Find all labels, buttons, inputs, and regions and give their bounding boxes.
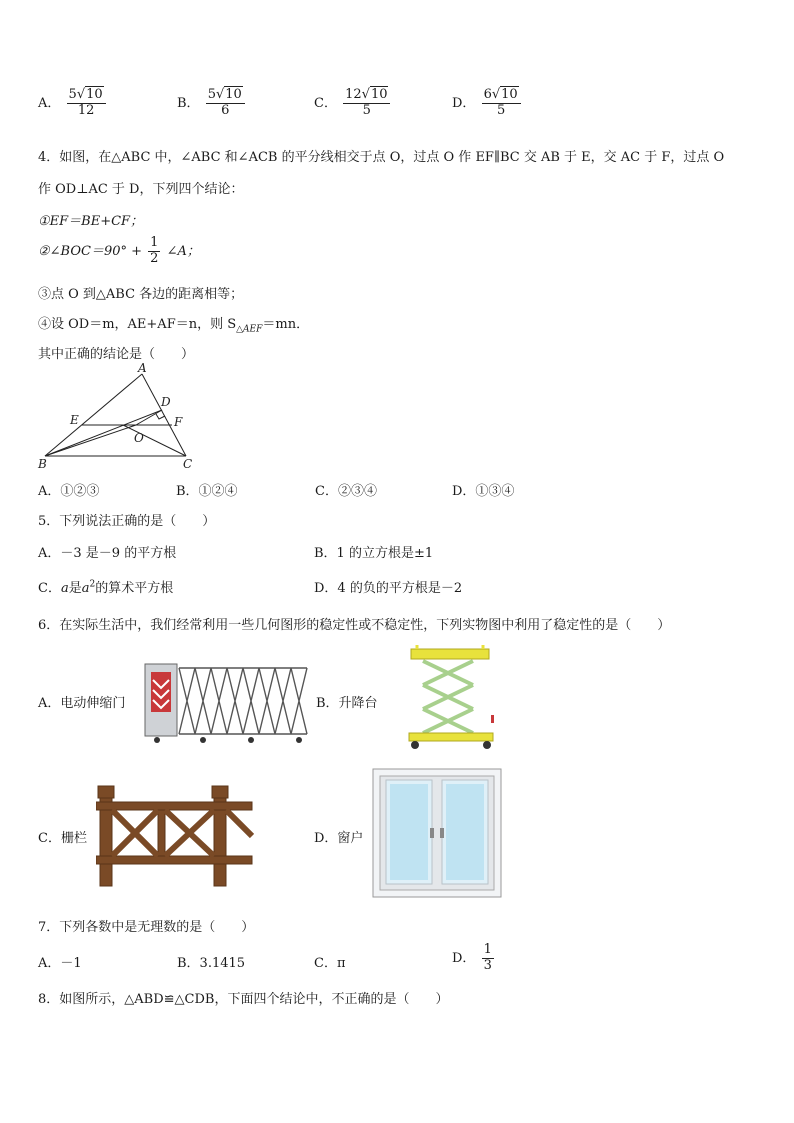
fraction: $\frac{5√10}{6}$ [206, 88, 245, 119]
q8-stem: 8．如图所示，△ABD≌△CDB，下面四个结论中，不正确的是（ ） [38, 992, 449, 1007]
q7-option-b[interactable]: B．3.1415 [177, 956, 246, 971]
q7-option-a[interactable]: A．－1 [38, 956, 82, 971]
fraction: $\frac{1}{2}$ [150, 235, 159, 266]
q4-option-c[interactable]: C．②③④ [315, 484, 377, 499]
bisector-co [123, 425, 186, 456]
window-image [372, 768, 502, 898]
q4-option-a[interactable]: A．①②③ [38, 484, 100, 499]
label-e: E [70, 413, 79, 427]
q5-option-a[interactable]: A．－3 是－9 的平方根 [38, 546, 177, 561]
q3-option-b[interactable]: B． $\frac{5√10}{6}$ [177, 88, 247, 119]
retractable-gate-image [143, 660, 311, 744]
label-c: C [183, 457, 193, 471]
q3-option-d[interactable]: D． $\frac{6√10}{5}$ [452, 88, 523, 119]
q4-conclusion-3: ③点 O 到△ABC 各边的距离相等； [38, 287, 244, 302]
side-ab [45, 374, 142, 456]
q4-option-b[interactable]: B．①②④ [176, 484, 238, 499]
triangle-figure [30, 362, 210, 474]
q4-conclusion-2: ②∠BOC＝90° + $\frac{1}{2}$ ∠A； [38, 235, 200, 266]
q4-conclusion-4: ④设 OD＝m，AE+AF＝n，则 $S_{\triangle AEF}=mn$． [38, 317, 310, 335]
fraction: $\frac{1}{3}$ [483, 942, 492, 973]
label-d: D [161, 395, 171, 409]
q6-option-a[interactable]: A．电动伸缩门 [38, 696, 126, 711]
label-a: A [138, 362, 147, 375]
fence-image [96, 782, 254, 888]
q6-stem: 6．在实际生活中，我们经常利用一些几何图形的稳定性或不稳定性，下列实物图中利用了稳定性的是（ ） [38, 618, 671, 633]
fraction: $\frac{12√10}{5}$ [343, 88, 390, 119]
q5-option-d[interactable]: D．4 的负的平方根是－2 [314, 581, 463, 596]
q3-option-a[interactable]: A． $\frac{5√10}{12}$ [38, 88, 108, 119]
q7-option-c[interactable]: C．π [314, 956, 346, 971]
fraction: $\frac{5√10}{12}$ [67, 88, 106, 119]
lift-platform-image [403, 645, 499, 751]
q4-stem-line1: 4．如图，在△ABC 中，∠ABC 和∠ACB 的平分线相交于点 O，过点 O 作 EF∥BC 交 AB 于 E，交 AC 于 F，过点 O [38, 150, 725, 165]
label-b: B [38, 457, 47, 471]
fraction: $\frac{6√10}{5}$ [482, 88, 521, 119]
label-f: F [174, 415, 183, 429]
bisector-bo [45, 425, 136, 456]
q4-stem-line2: 作 OD⊥AC 于 D，下列四个结论： [38, 182, 244, 197]
q4-question: 其中正确的结论是（ ） [38, 347, 195, 362]
q7-stem: 7．下列各数中是无理数的是（ ） [38, 920, 255, 935]
q6-option-b[interactable]: B．升降台 [316, 696, 378, 711]
q6-option-d[interactable]: D．窗户 [314, 831, 364, 846]
q4-option-d[interactable]: D．①③④ [452, 484, 515, 499]
q6-option-c[interactable]: C．栅栏 [38, 831, 87, 846]
q5-option-b[interactable]: B．1 的立方根是±1 [314, 546, 434, 561]
q5-option-c[interactable]: C．a是$a^2$的算术平方根 [38, 579, 174, 596]
q4-conclusion-1: ①EF＝BE+CF； [38, 214, 144, 229]
segment-bd [45, 410, 162, 456]
q7-option-d[interactable]: D． $\frac{1}{3}$ [452, 942, 492, 973]
q5-stem: 5．下列说法正确的是（ ） [38, 514, 216, 529]
label-o: O [134, 431, 144, 445]
q3-option-c[interactable]: C． $\frac{12√10}{5}$ [314, 88, 392, 119]
